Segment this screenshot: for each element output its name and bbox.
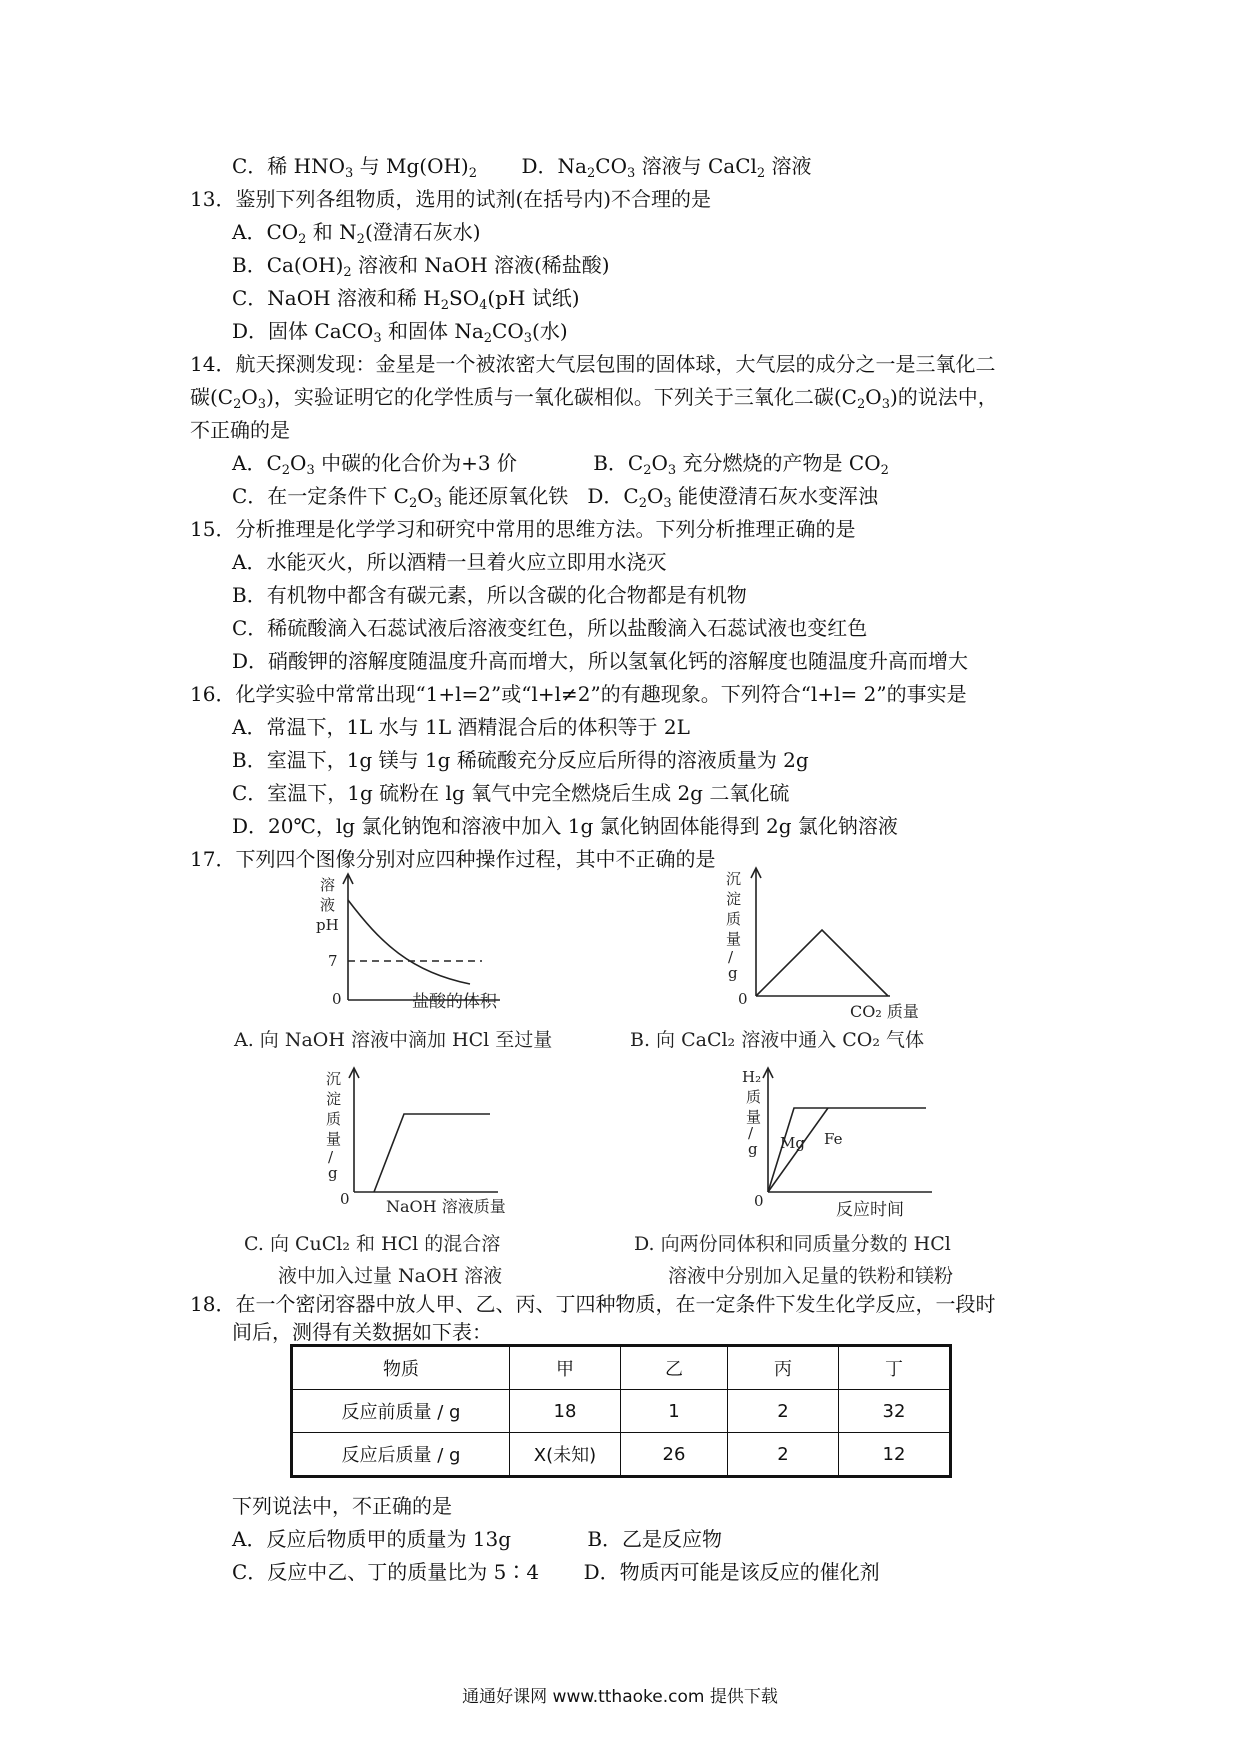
chart-b-ylabel-3: 质 bbox=[726, 910, 742, 928]
q16-stem: 16．化学实验中常常出现“1+l=2”或“l+l≠2”的有趣现象。下列符合“l+l= 2”的事实是 bbox=[190, 682, 967, 706]
q12-option-cd: C．稀 $HNO_3$ 与 $Mg(OH)_2$ D．$Na_2CO_3$ 溶液与 CaCl$_2$ 溶液 bbox=[232, 154, 812, 181]
q15-option-b: B．有机物中都含有碳元素，所以含碳的化合物都是有机物 bbox=[232, 583, 747, 607]
chart-a-origin: 0 bbox=[332, 990, 342, 1008]
chart-a-ylabel-2: 液 bbox=[320, 896, 336, 914]
chart-c-xlabel: NaOH 溶液质量 bbox=[386, 1197, 506, 1216]
chart-b-line bbox=[756, 930, 888, 996]
q15-option-c: C．稀硫酸滴入石蕊试液后溶液变红色，所以盐酸滴入石蕊试液也变红色 bbox=[232, 616, 868, 640]
chart-b-origin: 0 bbox=[738, 990, 748, 1008]
chart-d-mg-label: Mg bbox=[780, 1134, 805, 1152]
q15-stem: 15．分析推理是化学学习和研究中常用的思维方法。下列分析推理正确的是 bbox=[190, 517, 856, 541]
q18-sub-stem: 下列说法中，不正确的是 bbox=[232, 1494, 452, 1518]
page-footer: 通通好课网 www.tthaoke.com 提供下载 bbox=[462, 1687, 778, 1707]
table-cell: 甲 bbox=[510, 1346, 621, 1390]
chart-b-ylabel-5: / bbox=[728, 948, 734, 966]
chart-d-origin: 0 bbox=[754, 1192, 764, 1210]
table-row bbox=[292, 1390, 951, 1433]
chart-b-ylabel-1: 沉 bbox=[726, 870, 742, 888]
table-cell: 反应前质量 / g bbox=[292, 1390, 510, 1433]
chart-c-ylabel-6: g bbox=[328, 1164, 338, 1182]
chart-b-ylabel-6: g bbox=[728, 964, 738, 982]
table-cell: 2 bbox=[728, 1433, 839, 1477]
chart-c-caption-1: C. 向 CuCl₂ 和 HCl 的混合溶 bbox=[244, 1233, 501, 1255]
q14-option-ab: A．$C_2O_3$ 中碳的化合价为+3 价 B．$C_2O_3$ 充分燃烧的产物是 $CO_2$ bbox=[232, 451, 889, 478]
chart-b-caption: B. 向 CaCl₂ 溶液中通入 CO₂ 气体 bbox=[630, 1029, 925, 1051]
q13-option-d: D．固体 CaCO$_3$ 和固体 $Na_2CO_3$(水) bbox=[232, 319, 568, 346]
chart-c-ylabel-4: 量 bbox=[326, 1130, 342, 1148]
q16-option-d: D．20℃，lg 氯化钠饱和溶液中加入 1g 氯化钠固体能得到 2g 氯化钠溶液 bbox=[232, 814, 898, 838]
chart-c-origin: 0 bbox=[340, 1190, 350, 1208]
q16-option-b: B．室温下，1g 镁与 1g 稀硫酸充分反应后所得的溶液质量为 2g bbox=[232, 748, 809, 772]
table-cell: 32 bbox=[839, 1390, 951, 1433]
q14-stem-3: 不正确的是 bbox=[190, 418, 290, 442]
chart-d-ylabel-2: 质 bbox=[746, 1088, 762, 1106]
table-cell: X(未知) bbox=[510, 1433, 621, 1477]
chart-b-ylabel-4: 量 bbox=[726, 930, 742, 948]
chart-d-ylabel-1: H₂ bbox=[742, 1068, 762, 1086]
chart-d-xlabel: 反应时间 bbox=[836, 1200, 904, 1220]
chart-b-ylabel-2: 淀 bbox=[726, 890, 742, 908]
q14-option-cd: C．在一定条件下 $C_2O_3$ 能还原氧化铁 D．$C_2O_3$ 能使澄清石灰水变浑浊 bbox=[232, 484, 879, 511]
chart-c-line bbox=[374, 1114, 490, 1192]
table-header-row bbox=[292, 1346, 951, 1390]
table-cell: 反应后质量 / g bbox=[292, 1433, 510, 1477]
chart-c-ylabel-5: / bbox=[328, 1148, 334, 1166]
q18-stem-2: 间后，测得有关数据如下表： bbox=[232, 1320, 492, 1344]
table-row bbox=[292, 1433, 951, 1477]
table-cell: 乙 bbox=[621, 1346, 728, 1390]
q13-option-b: B．$Ca(OH)_2$ 溶液和 NaOH 溶液(稀盐酸) bbox=[232, 253, 610, 280]
q13-option-a: A．$CO_2$ 和 $N_2$(澄清石灰水) bbox=[232, 220, 481, 247]
table-cell: 2 bbox=[728, 1390, 839, 1433]
q14-stem-1: 14．航天探测发现：金星是一个被浓密大气层包围的固体球，大气层的成分之一是三氧化二 bbox=[190, 352, 996, 376]
chart-d-fe-label: Fe bbox=[824, 1130, 843, 1148]
chart-d-caption-1: D. 向两份同体积和同质量分数的 HCl bbox=[634, 1233, 951, 1255]
table-cell: 1 bbox=[621, 1390, 728, 1433]
table-cell: 丙 bbox=[728, 1346, 839, 1390]
q16-option-c: C．室温下，1g 硫粉在 lg 氧气中完全燃烧后生成 2g 二氧化硫 bbox=[232, 781, 790, 805]
chart-a-ylabel-1: 溶 bbox=[320, 876, 336, 894]
chart-b-xlabel: CO₂ 质量 bbox=[850, 1002, 919, 1021]
chart-d-ylabel-5: g bbox=[748, 1140, 758, 1158]
table-cell: 12 bbox=[839, 1433, 951, 1477]
chart-c-caption-2: 液中加入过量 NaOH 溶液 bbox=[278, 1265, 503, 1287]
table-cell: 丁 bbox=[839, 1346, 951, 1390]
chart-c-ylabel-3: 质 bbox=[326, 1110, 342, 1128]
q17-stem: 17．下列四个图像分别对应四种操作过程，其中不正确的是 bbox=[190, 847, 716, 871]
q18-stem-1: 18．在一个密闭容器中放人甲、乙、丙、丁四种物质，在一定条件下发生化学反应，一段时 bbox=[190, 1292, 996, 1316]
data-table bbox=[290, 1344, 952, 1478]
chart-b bbox=[720, 866, 920, 1020]
table-cell: 18 bbox=[510, 1390, 621, 1433]
chart-a-caption: A. 向 NaOH 溶液中滴加 HCl 至过量 bbox=[234, 1029, 553, 1051]
chart-d-ylabel-3: 量 bbox=[746, 1108, 762, 1126]
q13-stem: 13．鉴别下列各组物质，选用的试剂(在括号内)不合理的是 bbox=[190, 187, 712, 211]
chart-c-ylabel-1: 沉 bbox=[326, 1070, 342, 1088]
q18-option-cd: C．反应中乙、丁的质量比为 5∶4 D．物质丙可能是该反应的催化剂 bbox=[232, 1560, 880, 1584]
table-cell: 物质 bbox=[292, 1346, 510, 1390]
q14-stem-2: 碳$(C_2O_3)$，实验证明它的化学性质与一氧化碳相似。下列关于三氧化二碳$(C_2O_3)$的说法中， bbox=[190, 385, 998, 412]
q15-option-a: A．水能灭火，所以酒精一旦着火应立即用水浇灭 bbox=[232, 550, 667, 574]
chart-c-ylabel-2: 淀 bbox=[326, 1090, 342, 1108]
chart-d-ylabel-4: / bbox=[748, 1124, 754, 1142]
q13-option-c: C．NaOH 溶液和稀 $H_2SO_4(pH$ 试纸) bbox=[232, 286, 580, 313]
q16-option-a: A．常温下，1L 水与 1L 酒精混合后的体积等于 2L bbox=[232, 715, 690, 739]
chart-a-ylabel-3: pH bbox=[316, 916, 339, 934]
q15-option-d: D．硝酸钾的溶解度随温度升高而增大，所以氢氧化钙的溶解度也随温度升高而增大 bbox=[232, 649, 969, 673]
chart-d-caption-2: 溶液中分别加入足量的铁粉和镁粉 bbox=[668, 1265, 954, 1287]
q18-option-ab: A．反应后物质甲的质量为 13g B．乙是反应物 bbox=[232, 1527, 723, 1551]
chart-a-tick-7: 7 bbox=[328, 952, 338, 970]
chart-a-ph-curve bbox=[348, 900, 470, 984]
chart-a-xlabel: 盐酸的体积 bbox=[412, 992, 497, 1012]
table-cell: 26 bbox=[621, 1433, 728, 1477]
